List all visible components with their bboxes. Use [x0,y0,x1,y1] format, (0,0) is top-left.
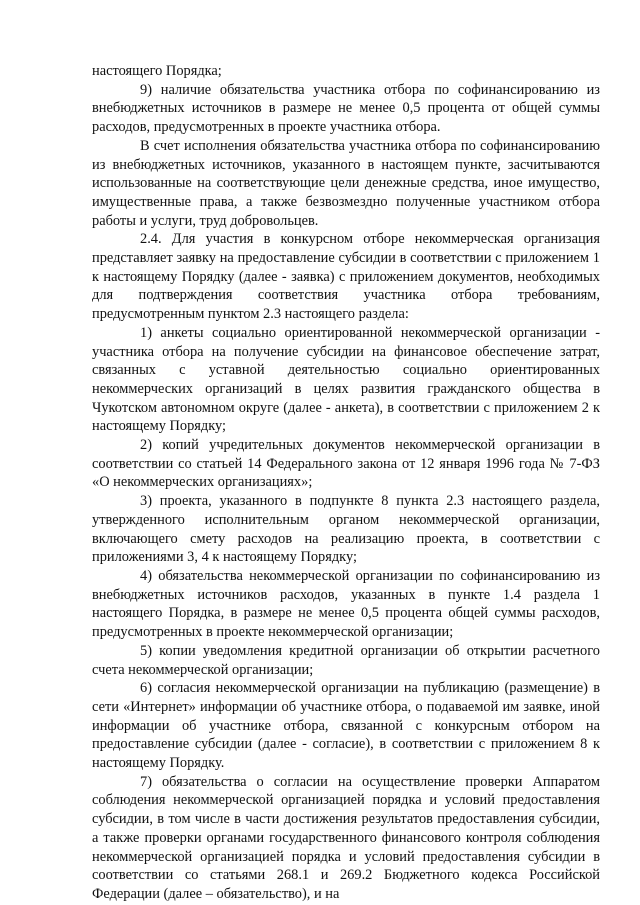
paragraph-cofinancing-note: В счет исполнения обязательства участника отбора по софинансированию из внебюджетных источников, указанного в настоящем пункте, засчитываются использованные на соответствующие цели денежные средства, иное имущество, имущественные права, а также безвозмездно полученные участником отбора работы и услуги, труд добровольцев. [92,137,600,229]
paragraph-item-6: 6) согласия некоммерческой организации на публикацию (размещение) в сети «Интернет» информации об участнике отбора, о подаваемой им заявке, иной информации об участнике отбора, связанной с конкурсным отбором на предоставление субсидии (далее - согласие), в соответствии с приложением 8 к настоящему Порядку. [92,680,600,772]
paragraph-item-4: 4) обязательства некоммерческой организации по софинансированию из внебюджетных источников расходов, указанных в пункте 1.4 раздела 1 настоящего Порядка, в размере не менее 0,5 процента общей суммы расходов, предусмотренных в проекте некоммерческой организации; [92,567,600,641]
paragraph-item-7: 7) обязательства о согласии на осуществление проверки Аппаратом соблюдения некоммерческой организацией порядка и условий предоставления субсидии, в том числе в части достижения результатов предоставления субсидии, а также проверки органами государственного финансового контроля соблюдения некоммерческой организацией порядка и условий предоставления субсидии в соответствии со статьями 268.1 и 269.2 Бюджетного кодекса Российской Федерации (далее – обязательство), и на [92,773,600,902]
paragraph-item-3: 3) проекта, указанного в подпункте 8 пункта 2.3 настоящего раздела, утвержденного исполнительным органом некоммерческой организации, включающего смету расходов на реализацию проекта, в соответствии с приложениями 3, 4 к настоящему Порядку; [92,493,600,566]
paragraph-item-9: 9) наличие обязательства участника отбора по софинансированию из внебюджетных источников в размере не менее 0,5 процента от общей суммы расходов, предусмотренных в проекте участника отбора. [92,81,600,136]
paragraph-item-1: 1) анкеты социально ориентированной некоммерческой организации - участника отбора на получение субсидии на финансовое обеспечение затрат, связанных с уставной деятельностью социально ориентированных некоммерческих организаций в целях развития гражданского общества в Чукотском автономном округе (далее - анкета), в соответствии с приложением 2 к настоящему Порядку; [92,324,600,435]
document-page [92,62,600,904]
paragraph-section-2-4: 2.4. Для участия в конкурсном отборе некоммерческая организация представляет заявку на предоставление субсидии в соответствии с приложением 1 к настоящему Порядку (далее - заявка) с приложением документов, необходимых для подтверждения соответствия участника отбора требованиям, предусмотренным пунктом 2.3 настоящего раздела: [92,231,600,323]
paragraph-continuation: настоящего Порядка; [92,63,222,79]
paragraph-item-2: 2) копий учредительных документов некоммерческой организации в соответствии со статьей 14 Федерального закона от 12 января 1996 года № 7-ФЗ «О некоммерческих организациях»; [92,437,600,491]
paragraph-item-5: 5) копии уведомления кредитной организации об открытии расчетного счета некоммерческой организации; [92,642,600,678]
